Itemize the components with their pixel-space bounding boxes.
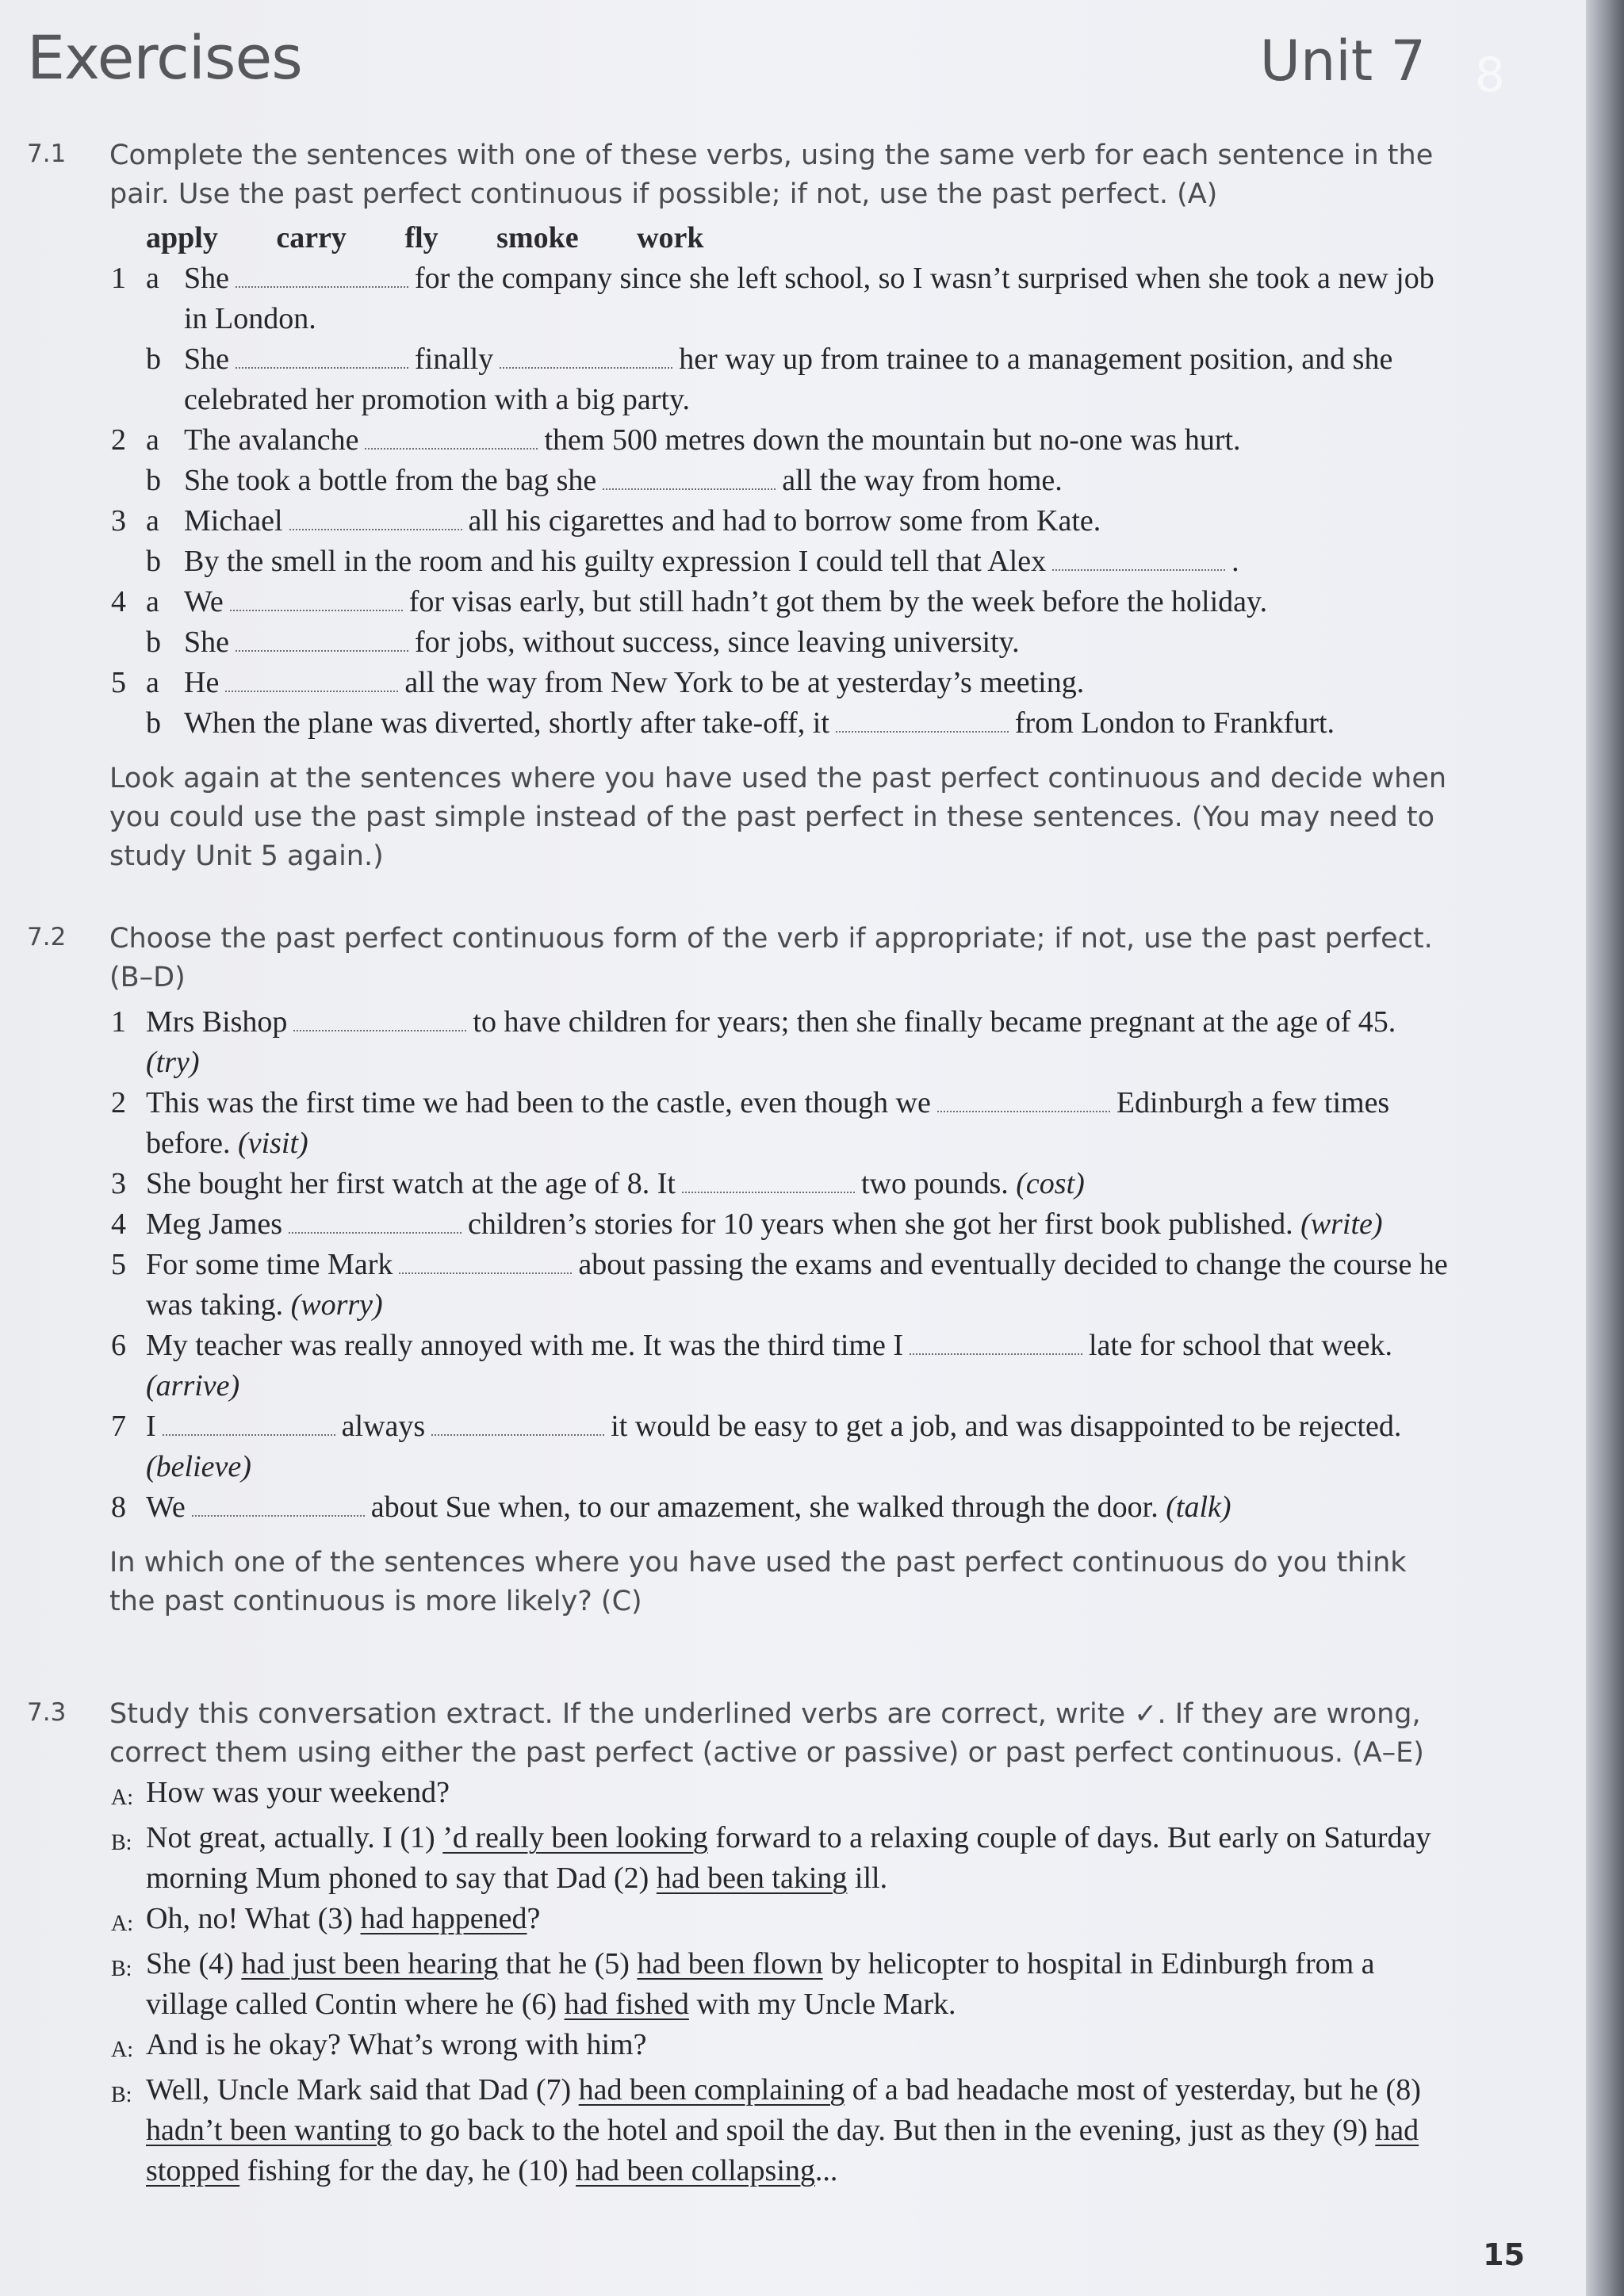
exercise-followup: In which one of the sentences where you have used the past perfect continuous do you think the past continuous is more likely? (C): [109, 1547, 1407, 1617]
question-1b: b She finally her way up from trainee to a management position, and she celebrated her promotion with a big party.: [146, 342, 1393, 416]
answer-blank[interactable]: [293, 1009, 466, 1031]
answer-blank[interactable]: [236, 266, 408, 288]
answer-blank[interactable]: [236, 629, 408, 652]
dialogue-line: B: Not great, actually. I (1) ’d really been looking forward to a relaxing couple of days. But early on Saturday morning Mum phoned to say that Dad (2) had been taking ill.: [111, 1821, 1431, 1895]
dialogue-line: A: How was your weekend?: [111, 1776, 450, 1810]
dialogue-line: A: Oh, no! What (3) had happened?: [111, 1902, 541, 1936]
answer-blank[interactable]: [192, 1494, 365, 1517]
question-5b: b When the plane was diverted, shortly after take-off, it from London to Frankfurt.: [146, 706, 1335, 740]
exercise-7-2: [0, 920, 1451, 1621]
question-2: 2 This was the first time we had been to the castle, even though we Edinburgh a few times before. (visit): [111, 1086, 1390, 1160]
verb-item: fly: [404, 221, 439, 254]
answer-blank[interactable]: [500, 346, 672, 369]
answer-blank[interactable]: [836, 710, 1009, 733]
underlined-verb[interactable]: had fished: [564, 1988, 689, 2021]
question-1a: 1 a She for the company since she left school, so I wasn’t surprised when she took a new job in London.: [111, 262, 1434, 335]
next-unit-ghost-number: 8: [1474, 48, 1505, 103]
answer-blank[interactable]: [910, 1333, 1082, 1355]
underlined-verb[interactable]: had been complaining: [578, 2073, 845, 2107]
page-number: 15: [1483, 2237, 1525, 2272]
exercise-followup: Look again at the sentences where you have used the past perfect continuous and decide when you could use the past simple instead of the past perfect in these sentences. (You may need to study Unit 5 again.): [109, 763, 1447, 872]
underlined-verb[interactable]: had been collapsing: [576, 2154, 815, 2187]
exercise-instruction: Choose the past perfect continuous form of the verb if appropriate; if not, use the past perfect. (B–D): [109, 923, 1433, 993]
exercise-7-3: [0, 1695, 1451, 2191]
page-title: Exercises: [27, 22, 302, 93]
dialogue-line: A: And is he okay? What’s wrong with him?: [111, 2028, 647, 2062]
exercise-instruction: Complete the sentences with one of these verbs, using the same verb for each sentence in the pair. Use the past perfect continuous if possible; if not, use the past perfect. (A): [109, 140, 1434, 210]
verb-item: apply: [146, 221, 218, 254]
underlined-verb[interactable]: had stopped: [146, 2114, 1419, 2187]
underlined-verb[interactable]: ’d really been looking: [442, 1821, 708, 1854]
underlined-verb[interactable]: had happened: [360, 1902, 527, 1935]
exercise-7-1: [0, 136, 1451, 876]
dialogue-line: B: She (4) had just been hearing that he (5) had been flown by helicopter to hospital in Edinburgh from a village called Contin where he (6) had fished with my Uncle Mark.: [111, 1947, 1375, 2021]
answer-blank[interactable]: [682, 1171, 855, 1193]
question-3: 3 She bought her first watch at the age of 8. It two pounds. (cost): [111, 1167, 1085, 1200]
verb-item: smoke: [496, 221, 579, 254]
question-2a: 2 a The avalanche them 500 metres down the mountain but no-one was hurt.: [111, 423, 1241, 457]
answer-blank[interactable]: [236, 346, 408, 369]
underlined-verb[interactable]: had been taking: [656, 1862, 848, 1895]
verb-item: work: [637, 221, 704, 254]
question-4: 4 Meg James children’s stories for 10 years when she got her first book published. (write): [111, 1207, 1383, 1241]
question-5: 5 For some time Mark about passing the exams and eventually decided to change the course he was taking. (worry): [111, 1248, 1448, 1322]
verb-list: [146, 217, 1451, 258]
exercise-number: 7.1: [27, 140, 67, 168]
answer-blank[interactable]: [225, 670, 398, 692]
question-6: 6 My teacher was really annoyed with me. It was the third time I late for school that week. (arrive): [111, 1329, 1393, 1402]
answer-blank[interactable]: [399, 1252, 572, 1274]
question-4b: b She for jobs, without success, since leaving university.: [146, 626, 1020, 659]
question-7: 7 I always it would be easy to get a job, and was disappointed to be rejected. (believe): [111, 1410, 1402, 1483]
question-4a: 4 a We for visas early, but still hadn’t got them by the week before the holiday.: [111, 585, 1268, 618]
answer-blank[interactable]: [289, 1211, 462, 1234]
answer-blank[interactable]: [431, 1414, 604, 1436]
answer-blank[interactable]: [1052, 549, 1225, 571]
dialogue-line: B: Well, Uncle Mark said that Dad (7) had been complaining of a bad headache most of yesterday, but he (8) hadn’t been wanting to go back to the hotel and spoil the day. But then in the evening, just as they (9) had stopped fishing for the day, he (10) had been collapsing...: [111, 2073, 1421, 2187]
question-3a: 3 a Michael all his cigarettes and had to borrow some from Kate.: [111, 504, 1101, 538]
unit-label: Unit 7: [1259, 29, 1426, 94]
answer-blank[interactable]: [937, 1090, 1110, 1112]
answer-blank[interactable]: [230, 589, 403, 611]
underlined-verb[interactable]: hadn’t been wanting: [146, 2114, 392, 2147]
verb-item: carry: [276, 221, 347, 254]
question-3b: b By the smell in the room and his guilty expression I could tell that Alex .: [146, 545, 1239, 578]
underlined-verb[interactable]: had just been hearing: [241, 1947, 499, 1980]
question-1: 1 Mrs Bishop to have children for years; then she finally became pregnant at the age of 45. (try): [111, 1005, 1396, 1079]
question-2b: b She took a bottle from the bag she all the way from home.: [146, 464, 1063, 497]
exercise-number: 7.3: [27, 1698, 67, 1727]
underlined-verb[interactable]: had been flown: [637, 1947, 823, 1980]
exercise-instruction: Study this conversation extract. If the underlined verbs are correct, write ✓. If they are wrong, correct them using either the past perfect (active or passive) or past perfect continuous. (A–E): [109, 1698, 1424, 1769]
question-5a: 5 a He all the way from New York to be at yesterday’s meeting.: [111, 666, 1085, 699]
answer-blank[interactable]: [603, 468, 776, 490]
answer-blank[interactable]: [163, 1414, 335, 1436]
question-8: 8 We about Sue when, to our amazement, she walked through the door. (talk): [111, 1490, 1231, 1524]
answer-blank[interactable]: [365, 427, 538, 450]
answer-blank[interactable]: [289, 508, 462, 530]
exercise-number: 7.2: [27, 923, 67, 951]
book-spine-shadow: [1586, 0, 1624, 2296]
